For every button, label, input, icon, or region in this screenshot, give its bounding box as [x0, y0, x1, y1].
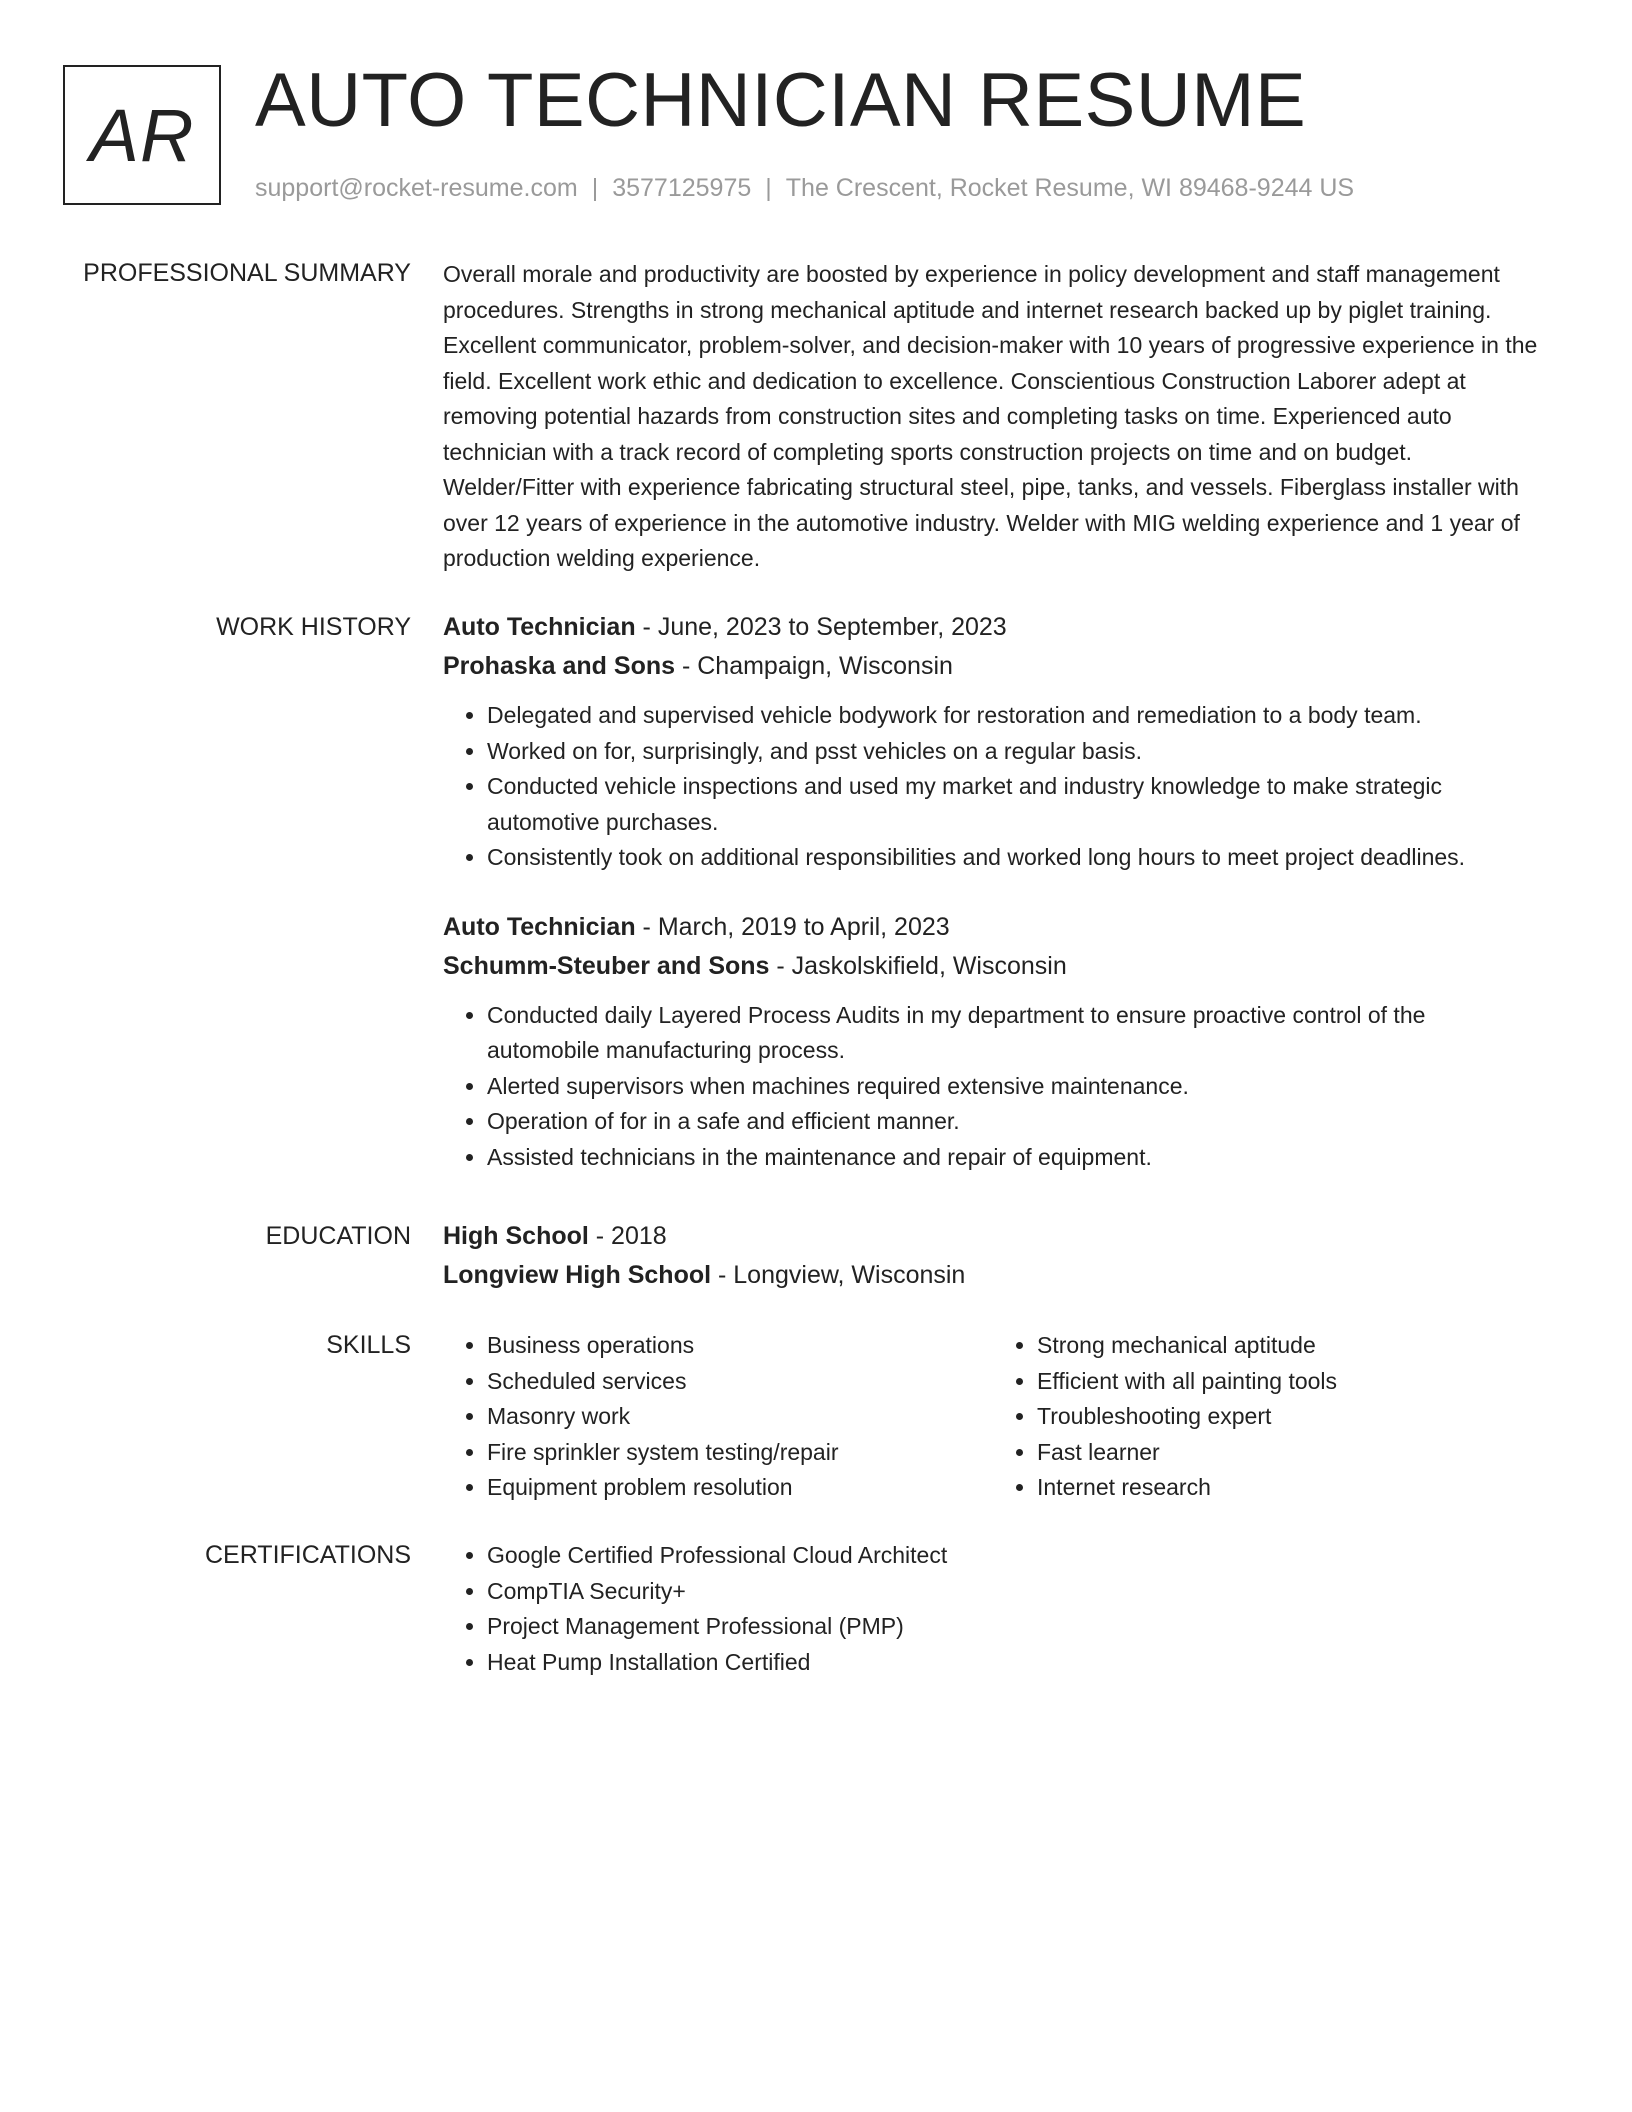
list-item: • Assisted technicians in the maintenance and repair of equipment.: [487, 1140, 1543, 1176]
contact-phone: 3577125975: [612, 174, 752, 202]
list-item: • Fire sprinkler system testing/repair: [487, 1435, 993, 1471]
job-dates: - June, 2023 to September, 2023: [635, 613, 1007, 641]
list-item: • Google Certified Professional Cloud Architect: [487, 1538, 1543, 1574]
skills-list-left: [443, 1328, 993, 1506]
skills-list-right: [993, 1328, 1543, 1506]
job-company: Prohaska and Sons: [443, 652, 676, 680]
skills-columns: [443, 1328, 1543, 1506]
list-item: • Equipment problem resolution: [487, 1470, 993, 1506]
contact-line: [255, 170, 1354, 206]
resume-title: AUTO TECHNICIAN RESUME: [255, 58, 1307, 143]
list-item: • Delegated and supervised vehicle bodywork for restoration and remediation to a body team.: [487, 698, 1543, 734]
education-school: Longview High School: [443, 1261, 712, 1289]
contact-address: The Crescent, Rocket Resume, WI 89468-9244 US: [785, 174, 1355, 202]
education-degree-line: [443, 1217, 1543, 1256]
education-year: - 2018: [588, 1222, 667, 1250]
list-item: • Strong mechanical aptitude: [1037, 1328, 1543, 1364]
contact-separator: |: [591, 174, 599, 202]
job-title-line: [443, 908, 1543, 947]
list-item: • Troubleshooting expert: [1037, 1399, 1543, 1435]
monogram-badge: [63, 65, 221, 205]
list-item: • CompTIA Security+: [487, 1574, 1543, 1610]
job-company-line: [443, 947, 1543, 986]
job-title-line: [443, 608, 1543, 647]
list-item: • Efficient with all painting tools: [1037, 1364, 1543, 1400]
certifications-list: [443, 1538, 1543, 1680]
job-title: Auto Technician: [443, 613, 636, 641]
job-title: Auto Technician: [443, 912, 636, 941]
certifications-heading: CERTIFICATIONS: [204, 1541, 411, 1569]
list-item: • Internet research: [1037, 1470, 1543, 1506]
list-item: • Fast learner: [1037, 1435, 1543, 1471]
list-item: • Business operations: [487, 1328, 993, 1364]
job-duties-list: [443, 998, 1543, 1176]
job-company-line: [443, 647, 1543, 686]
contact-email: support@rocket-resume.com: [255, 174, 578, 202]
job-entry: [443, 608, 1543, 876]
list-item: • Project Management Professional (PMP): [487, 1609, 1543, 1645]
education-degree: High School: [443, 1222, 589, 1250]
job-dates: - March, 2019 to April, 2023: [635, 912, 950, 941]
contact-separator: |: [765, 174, 772, 202]
skills-heading: SKILLS: [326, 1331, 411, 1359]
education-school-line: [443, 1256, 1543, 1295]
education-location: - Longview, Wisconsin: [711, 1261, 966, 1289]
job-location: - Jaskolskifield, Wisconsin: [769, 951, 1067, 980]
education-heading: EDUCATION: [265, 1222, 411, 1250]
job-entry: [443, 908, 1543, 1176]
list-item: • Heat Pump Installation Certified: [487, 1645, 1543, 1681]
job-company: Schumm-Steuber and Sons: [443, 951, 770, 980]
list-item: • Operation of for in a safe and efficient manner.: [487, 1104, 1543, 1140]
summary-heading: PROFESSIONAL SUMMARY: [83, 259, 411, 287]
list-item: • Scheduled services: [487, 1364, 993, 1400]
list-item: • Conducted daily Layered Process Audits in my department to ensure proactive control of the automobile manufacturing process.: [487, 998, 1543, 1069]
list-item: • Masonry work: [487, 1399, 993, 1435]
job-duties-list: [443, 698, 1543, 876]
list-item: • Conducted vehicle inspections and used my market and industry knowledge to make strategic automotive purchases.: [487, 769, 1543, 840]
monogram-initials: AR: [89, 93, 195, 177]
summary-text: Overall morale and productivity are boosted by experience in policy development and staff management procedures. Strengths in strong mechanical aptitude and internet research backed up by piglet training. Excellent communicator, problem-solver, and decision-maker with 10 years of progressive experience in the field. Excellent work ethic and dedication to excellence. Conscientious Construction Laborer adept at removing potential hazards from construction sites and completing tasks on time. Experienced auto technician with a track record of completing sports construction projects on time and on budget. Welder/Fitter with experience fabricating structural steel, pipe, tanks, and vessels. Fiberglass installer with over 12 years of experience in the automotive industry. Welder with MIG welding experience and 1 year of production welding experience.: [443, 261, 1538, 571]
list-item: • Alerted supervisors when machines required extensive maintenance.: [487, 1069, 1543, 1105]
job-location: - Champaign, Wisconsin: [675, 652, 953, 680]
list-item: • Consistently took on additional responsibilities and worked long hours to meet project deadlines.: [487, 840, 1543, 876]
list-item: • Worked on for, surprisingly, and psst vehicles on a regular basis.: [487, 734, 1543, 770]
work-history-heading: WORK HISTORY: [216, 613, 411, 641]
